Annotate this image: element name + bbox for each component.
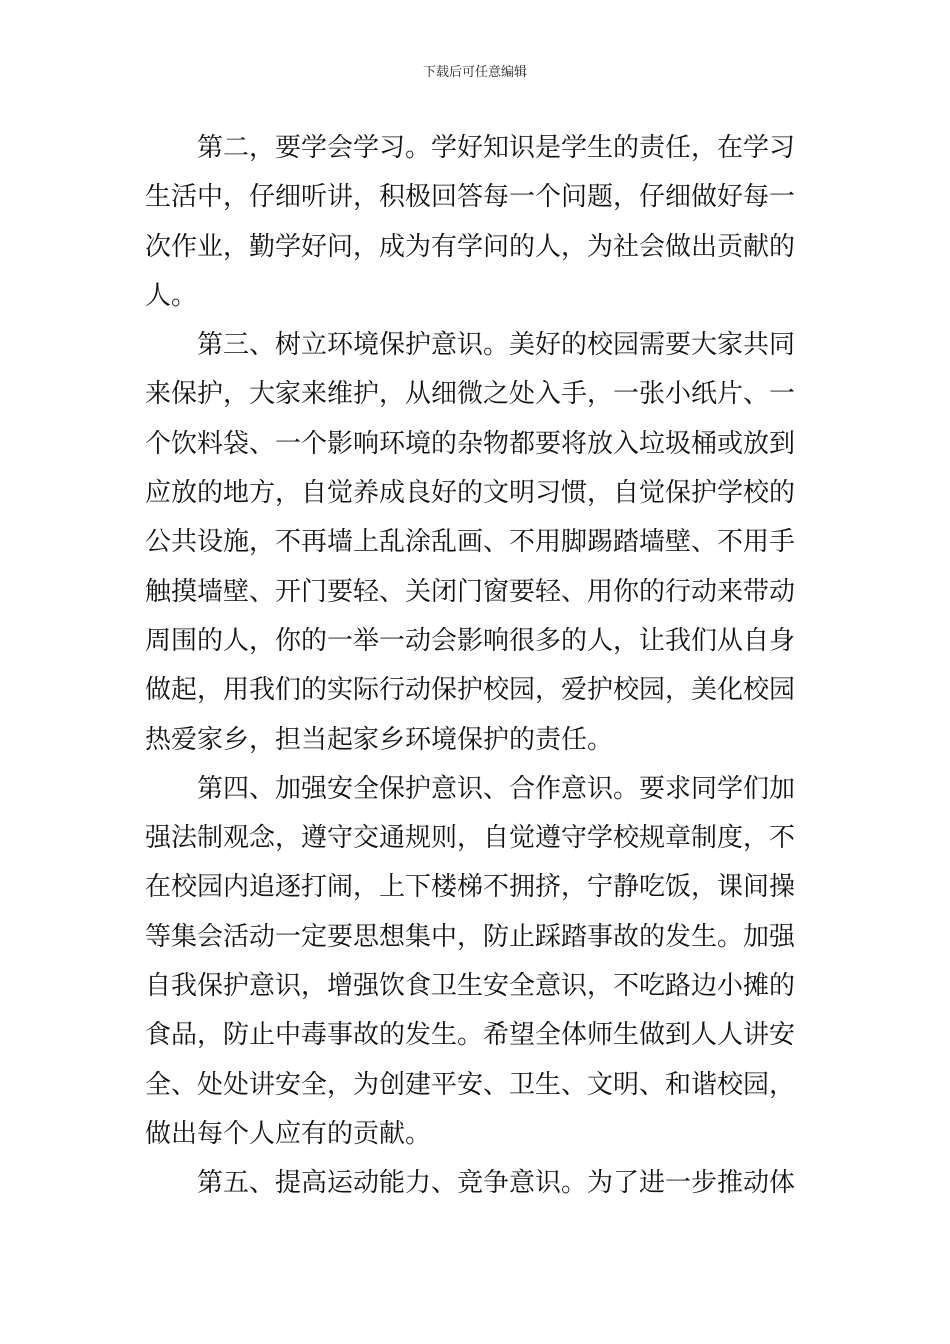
paragraph-2-line-1: 第二，要学会学习。学好知识是学生的责任，在学习 — [197, 133, 796, 163]
paragraph-3-line-8: 做起，用我们的实际行动保护校园，爱护校园，美化校园 — [145, 675, 796, 706]
document-body — [145, 124, 807, 1209]
page-header: 下载后可任意编辑 — [422, 65, 527, 80]
paragraph-3-line-2: 来保护，大家来维护，从细微之处入手，一张小纸片、一 — [145, 379, 796, 410]
paragraph-2-line-3: 次作业，勤学好问，成为有学问的人，为社会做出贡献的 — [145, 231, 796, 262]
paragraph-3-line-6: 触摸墙壁、开门要轻、关闭门窗要轻、用你的行动来带动 — [145, 576, 796, 607]
paragraph-3-line-5: 公共设施，不再墙上乱涂乱画、不用脚踢踏墙壁、不用手 — [145, 527, 796, 558]
paragraph-4-line-4: 等集会活动一定要思想集中，防止踩踏事故的发生。加强 — [145, 921, 796, 952]
paragraph-4-line-1: 第四、加强安全保护意识、合作意识。要求同学们加 — [197, 773, 796, 804]
paragraph-3-line-9: 热爱家乡，担当起家乡环境保护的责任。 — [145, 724, 614, 755]
paragraph-3-line-7: 周围的人，你的一举一动会影响很多的人，让我们从自身 — [145, 625, 796, 656]
paragraph-4-line-5: 自我保护意识，增强饮食卫生安全意识，不吃路边小摊的 — [145, 971, 796, 1002]
paragraph-4-line-6: 食品，防止中毒事故的发生。希望全体师生做到人人讲安 — [145, 1020, 796, 1051]
paragraph-4-line-2: 强法制观念，遵守交通规则，自觉遵守学校规章制度，不 — [145, 823, 796, 854]
paragraph-4-line-8: 做出每个人应有的贡献。 — [145, 1118, 432, 1149]
paragraph-2-line-2: 生活中，仔细听讲，积极回答每一个问题，仔细做好每一 — [145, 182, 796, 213]
paragraph-5-line-1: 第五、提高运动能力、竞争意识。为了进一步推动体 — [197, 1168, 796, 1199]
paragraph-4-line-7: 全、处处讲安全，为创建平安、卫生、文明、和谐校园， — [145, 1069, 796, 1100]
paragraph-3-line-3: 个饮料袋、一个影响环境的杂物都要将放入垃圾桶或放到 — [145, 428, 796, 459]
paragraph-2-line-4: 人。 — [145, 280, 198, 311]
paragraph-3-line-1: 第三、树立环境保护意识。美好的校园需要大家共同 — [197, 330, 796, 361]
paragraph-3-line-4: 应放的地方，自觉养成良好的文明习惯，自觉保护学校的 — [145, 478, 796, 509]
paragraph-4-line-3: 在校园内追逐打闹，上下楼梯不拥挤，宁静吃饭，课间操 — [145, 872, 796, 903]
